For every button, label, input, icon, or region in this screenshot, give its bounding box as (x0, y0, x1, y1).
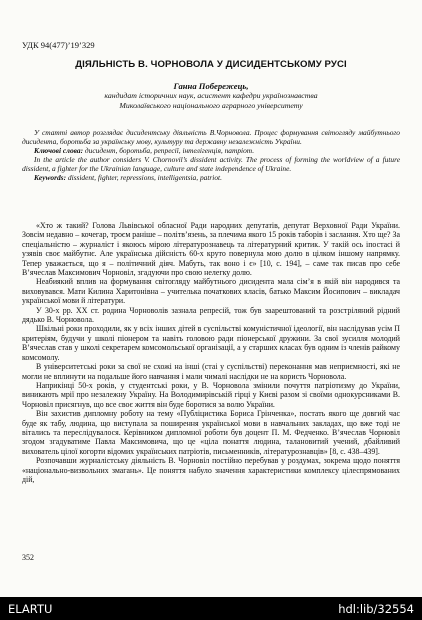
abstract-english: In the article the author considers V. Chornovil’s dissident activity. The process of forming the worldview of a future dissident, a fighter for the Ukrainian language, culture and state independence of Ukraine. (22, 155, 400, 173)
keywords-label-uk: Ключові слова: (34, 146, 84, 155)
abstract-block (22, 128, 400, 182)
body-paragraph: Він захистив дипломну роботу на тему «Публіцистика Бориса Грінченка», постать якого ще довгий час буде як табу, людина, що виступала за поширення української мови в навчальних закладах, що вже тоді не вітались та переслідувалося. Керівником дипломної роботи був доцент П. М. Федченко. В’ячеслав Чорновіл згодом згадуватиме Павла Максимовича, що це «ціла понаття людина, талановитий учений, дбайливий вихователь цілої когорти відомих українських патріотів, письменників, літературознавців» [8, с. 438–439]. (22, 409, 400, 456)
handle-identifier: hdl:lib/32554 (338, 602, 414, 616)
body-paragraph: Розпочавши журналістську діяльність В. Чорновіл постійно перебував у роздумах, зокрема щодо поняття «національно-визвольних змагань». Це поняття набуло значення характеристики комплексу цілеспрямованих дій, (22, 456, 400, 484)
affiliation-line-1: кандидат історичних наук, асистент кафедри українознавства (104, 91, 318, 100)
author-affiliation (22, 91, 400, 110)
body-paragraph: У 30-х рр. ХХ ст. родина Чорноволів зазнала репресій, тож був заарештований та розстріляний рідний дядько В. Чорновола. (22, 305, 400, 325)
article-body (22, 221, 400, 484)
keywords-english (22, 173, 400, 182)
body-paragraph: Шкільні роки проходили, як у всіх інших дітей в суспільстві комуністичної ідеології, він наслідував усім П критеріям, будучи у школі піонером та навіть головою ради піонерської дружини. За свої зусилля молодий В’ячеслав став у школі секретарем комсомольської організації, а у старших класах був одним із членів райкому комсомолу. (22, 324, 400, 362)
repository-footer-bar (0, 597, 422, 620)
repository-name: ELARTU (8, 602, 53, 616)
keywords-ukrainian (22, 146, 400, 155)
body-paragraph: «Хто ж такий? Голова Львівської обласної Ради народних депутатів, депутат Верховної Ради України. Зовсім недавно – кочегар, троєм раніше – політв’язень, за плечима якого 15 років таборів і заслання. Хто ще? За спеціальністю – журналіст і якоюсь мірою літературознавець та літературний критик. У такій ось іпостасі й узявів своє майбутнє. Але українська дійсність 60-х круто повернула мою долю в цілком іншому напрямку. Тепер уважається, що я – політичний діяч. Мабуть, так воно і є» [10, с. 194], – саме так писав про себе В’ячеслав Максимович Чорновіл, згадуючи про свою нелегку долю. (22, 221, 400, 278)
body-paragraph: Наприкінці 50-х років, у студентські роки, у В. Чорновола змінили почуття патріотизму до України, виникають мрії про незалежну Україну. На Володимирівській гірці у Києві разом зі своїми однокурсниками В. Чорновіл присягнув, що все своє життя він буде боротися за волю України. (22, 380, 400, 409)
article-title: ДІЯЛЬНІСТЬ В. ЧОРНОВОЛА У ДИСИДЕНТСЬКОМУ РУСІ (75, 59, 347, 70)
body-paragraph: Неабиякий вплив на формування світогляду майбутнього дисидента мала сім’я в якій він народився та виховувався. Мати Килина Харитонівна – учителька початкових класів, батько Максим Йосипович – викладач української мови й літератури. (22, 277, 400, 306)
affiliation-line-2: Миколаївського національного аграрного університету (119, 100, 303, 110)
keywords-label-en: Keywords: (34, 173, 67, 182)
abstract-ukrainian: У статті автор розглядає дисидентську діяльність В.Чорновола. Процес формування світогляду майбутнього дисидента, боротьба за українську мову, культуру та державну незалежність України. (22, 128, 400, 146)
udc-code: УДК 94(477)’19’329 (22, 40, 95, 50)
author-name: Ганна Побережець, (173, 81, 249, 91)
keywords-list-en: dissident, fighter, repressions, intelligentsia, patriot. (66, 173, 222, 182)
keywords-list-uk: дисидент, боротьба, репресії, інтелігенція, патріот. (83, 146, 255, 155)
body-paragraph: В університетські роки за свої не схожі на інші (стаі у суспільстві) переконання мав неприємності, які не могли не вплинути на подальше його навчання і мали чималі наслідки не на користь Чорновола. (22, 362, 400, 381)
page-number: 352 (22, 553, 34, 562)
